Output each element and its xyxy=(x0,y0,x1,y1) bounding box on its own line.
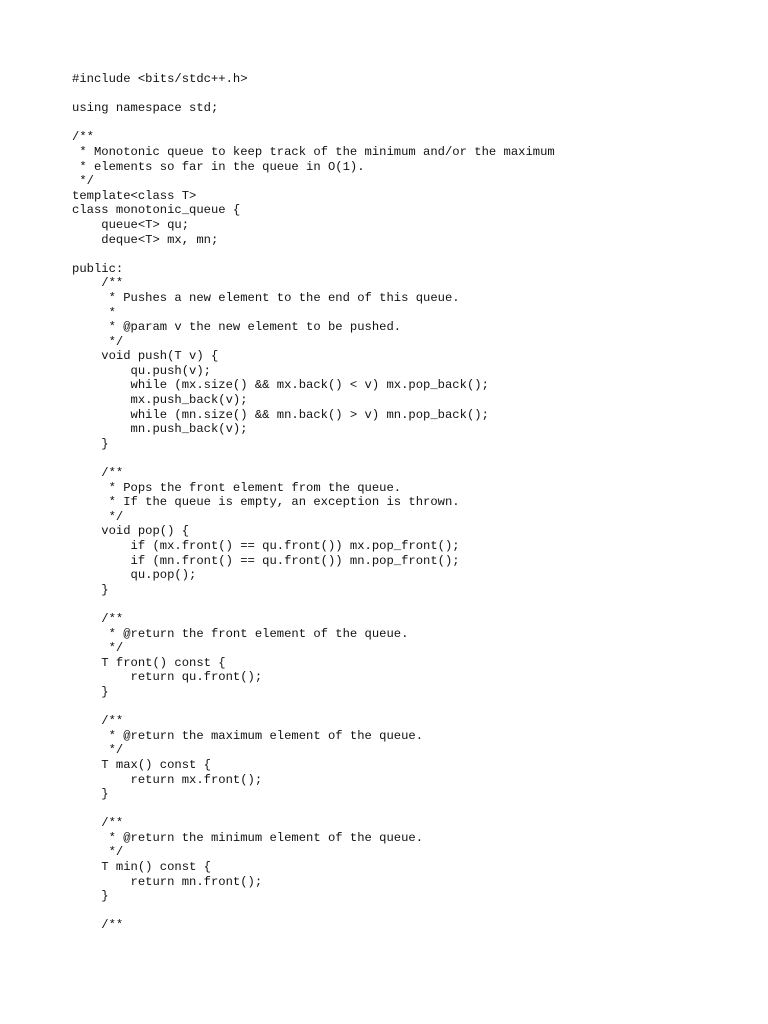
code-line: return mx.front(); xyxy=(72,772,263,787)
code-line: * @param v the new element to be pushed. xyxy=(72,320,402,335)
code-line: /** xyxy=(72,466,124,481)
code-line: */ xyxy=(72,174,94,189)
code-line: qu.pop(); xyxy=(72,568,197,583)
code-line: /** xyxy=(72,611,124,626)
code-line: public: xyxy=(72,261,124,276)
code-line: * xyxy=(72,305,116,320)
code-line: mx.push_back(v); xyxy=(72,393,248,408)
code-line: * @return the maximum element of the queue. xyxy=(72,728,424,743)
code-line xyxy=(72,700,555,715)
code-line: } xyxy=(72,684,109,699)
code-line xyxy=(72,87,555,102)
code-line: */ xyxy=(72,845,124,860)
code-line: while (mx.size() && mx.back() < v) mx.pop_back(); xyxy=(72,378,489,393)
code-line: mn.push_back(v); xyxy=(72,422,248,437)
code-line: * elements so far in the queue in O(1). xyxy=(72,159,365,174)
code-line: template<class T> xyxy=(72,188,197,203)
code-line: * @return the minimum element of the queue. xyxy=(72,830,424,845)
code-line: if (mn.front() == qu.front()) mn.pop_front(); xyxy=(72,553,460,568)
code-line: * Pops the front element from the queue. xyxy=(72,480,402,495)
code-line: */ xyxy=(72,641,124,656)
code-line: #include <bits/stdc++.h> xyxy=(72,72,248,86)
code-line: qu.push(v); xyxy=(72,363,211,378)
code-line: /** xyxy=(72,918,124,933)
code-line: */ xyxy=(72,334,124,349)
code-line: class monotonic_queue { xyxy=(72,203,241,218)
code-line: } xyxy=(72,787,109,802)
code-line: if (mx.front() == qu.front()) mx.pop_front(); xyxy=(72,539,460,553)
code-line: /** xyxy=(72,714,124,729)
code-line: } xyxy=(72,889,109,904)
code-line: */ xyxy=(72,743,124,758)
code-line: while (mn.size() && mn.back() > v) mn.pop_back(); xyxy=(72,407,489,422)
code-line: * If the queue is empty, an exception is thrown. xyxy=(72,495,460,510)
code-line: } xyxy=(72,436,109,451)
code-line xyxy=(72,904,555,919)
code-line xyxy=(72,451,555,466)
code-line xyxy=(72,597,555,612)
code-line: /** xyxy=(72,130,94,145)
code-line: */ xyxy=(72,509,124,524)
code-line: /** xyxy=(72,816,124,831)
code-line: return qu.front(); xyxy=(72,670,263,685)
code-line: void pop() { xyxy=(72,524,190,539)
code-listing xyxy=(72,72,555,933)
code-line: using namespace std; xyxy=(72,101,219,116)
code-line: * Pushes a new element to the end of this queue. xyxy=(72,290,460,305)
code-line: void push(T v) { xyxy=(72,349,219,364)
code-line: return mn.front(); xyxy=(72,874,263,889)
code-line: * @return the front element of the queue. xyxy=(72,626,409,641)
code-line: } xyxy=(72,582,109,597)
code-line xyxy=(72,247,555,262)
code-line: deque<T> mx, mn; xyxy=(72,232,219,247)
code-line: queue<T> qu; xyxy=(72,217,190,232)
code-line: * Monotonic queue to keep track of the minimum and/or the maximum xyxy=(72,144,555,159)
code-line xyxy=(72,802,555,817)
code-line: /** xyxy=(72,276,124,291)
code-line: T front() const { xyxy=(72,655,226,670)
code-line: T min() const { xyxy=(72,860,211,875)
code-line: T max() const { xyxy=(72,757,211,772)
code-line xyxy=(72,116,555,131)
